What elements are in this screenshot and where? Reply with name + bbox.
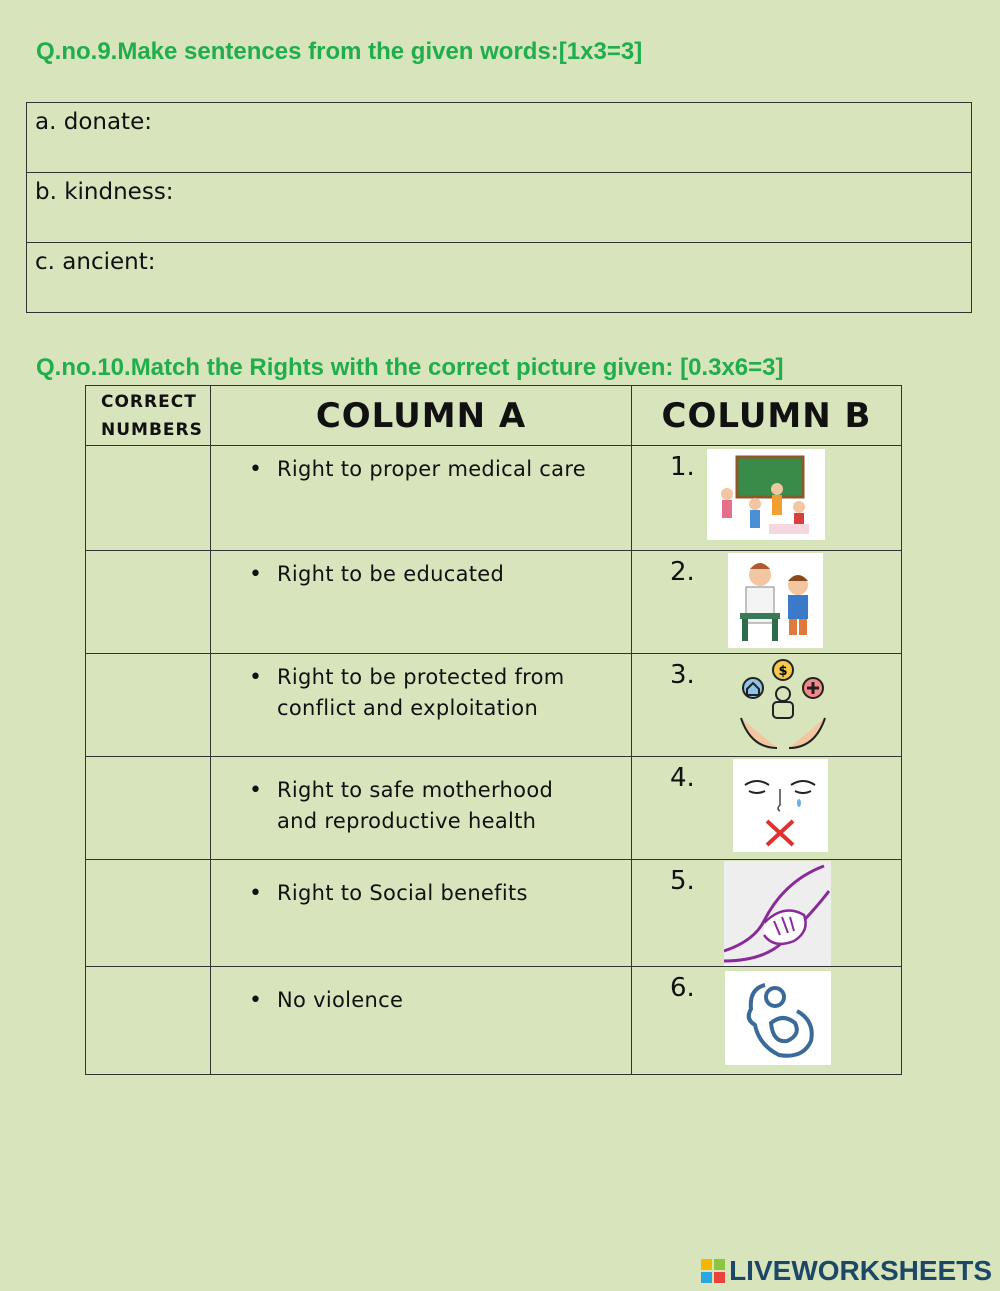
right-item-4: • Right to safe motherhood and reproductive health [211, 757, 632, 860]
crying-face-cross-icon [733, 759, 828, 852]
header-row [86, 386, 902, 446]
picture-number: 5. [670, 866, 695, 896]
hand-holding-child-hand-icon [724, 861, 831, 966]
liveworksheets-logo [701, 1251, 992, 1291]
right-item-1: • Right to proper medical care [211, 446, 632, 551]
answer-box-6[interactable] [86, 967, 211, 1075]
word-donate[interactable]: a. donate: [27, 103, 972, 173]
svg-text:$: $ [778, 664, 788, 679]
word-ancient[interactable]: c. ancient: [27, 243, 972, 313]
table-row [27, 243, 972, 313]
doctor-examining-child-icon [728, 553, 823, 648]
picture-number: 1. [670, 452, 695, 482]
bullet-icon: • [249, 665, 262, 690]
picture-number: 3. [670, 660, 695, 690]
question-10-title: Q.no.10.Match the Rights with the correct picture given: [0.3x6=3] [36, 354, 784, 381]
table-row [86, 757, 902, 860]
table-row [86, 446, 902, 551]
picture-number: 4. [670, 763, 695, 793]
bullet-icon: • [249, 562, 262, 587]
question-9-title: Q.no.9.Make sentences from the given words:[1x3=3] [36, 38, 643, 65]
picture-number: 6. [670, 973, 695, 1003]
logo-text: LIVEWORKSHEETS [729, 1255, 992, 1286]
answer-box-5[interactable] [86, 860, 211, 967]
right-item-6: • No violence [211, 967, 632, 1075]
children-classroom-icon [707, 449, 825, 540]
picture-item-3 [632, 654, 902, 757]
answer-box-3[interactable] [86, 654, 211, 757]
picture-item-1 [632, 446, 902, 551]
picture-number: 2. [670, 557, 695, 587]
bullet-icon: • [249, 457, 262, 482]
table-row [27, 103, 972, 173]
header-column-a: COLUMN A [211, 386, 632, 446]
picture-item-2 [632, 551, 902, 654]
bullet-icon: • [249, 778, 262, 803]
right-item-3: • Right to be protected from conflict and exploitation [211, 654, 632, 757]
table-row [86, 654, 902, 757]
table-row [86, 860, 902, 967]
answer-box-2[interactable] [86, 551, 211, 654]
header-correct-numbers: CORRECT NUMBERS [86, 386, 211, 446]
logo-mark-icon [701, 1259, 725, 1283]
picture-item-6 [632, 967, 902, 1075]
bullet-icon: • [249, 988, 262, 1013]
picture-item-4 [632, 757, 902, 860]
right-item-2: • Right to be educated [211, 551, 632, 654]
sentence-table [26, 102, 972, 313]
answer-box-4[interactable] [86, 757, 211, 860]
bullet-icon: • [249, 881, 262, 906]
answer-box-1[interactable] [86, 446, 211, 551]
table-row [86, 551, 902, 654]
picture-item-5 [632, 860, 902, 967]
hands-benefits-icon [735, 658, 829, 752]
header-column-b: COLUMN B [632, 386, 902, 446]
right-item-5: • Right to Social benefits [211, 860, 632, 967]
matching-table [85, 385, 902, 1075]
word-kindness[interactable]: b. kindness: [27, 173, 972, 243]
mother-baby-icon [725, 971, 831, 1065]
table-row [86, 967, 902, 1075]
table-row [27, 173, 972, 243]
